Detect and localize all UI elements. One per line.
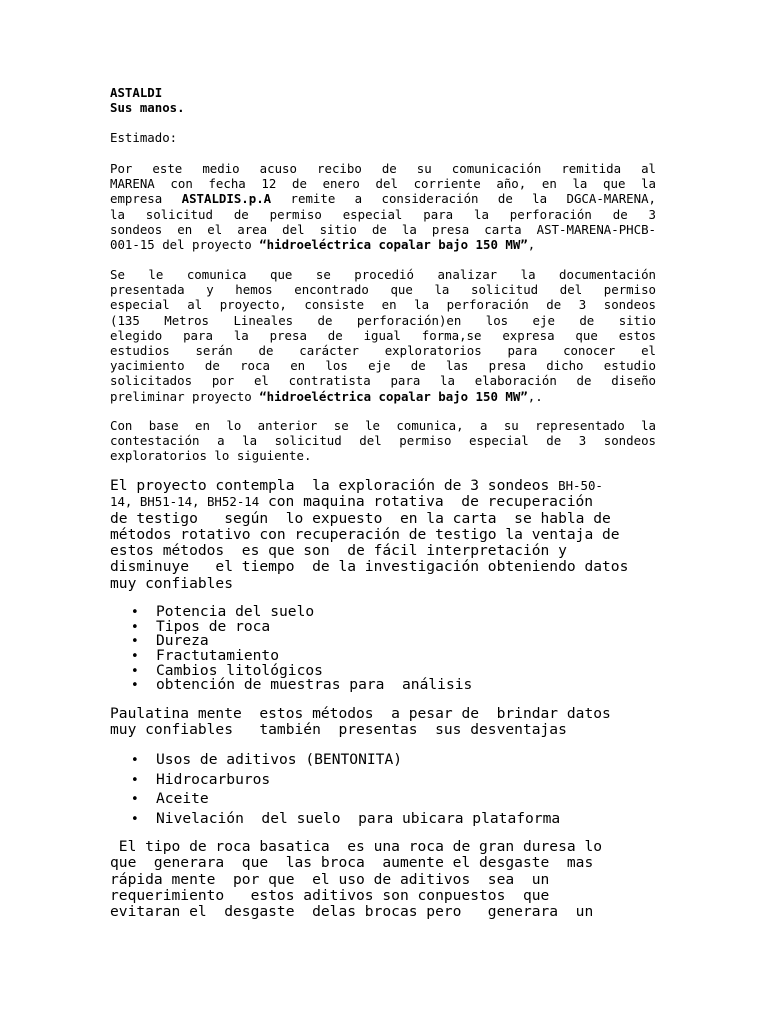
- bullet-icon: •: [131, 663, 139, 679]
- header-subtitle: Sus manos.: [110, 100, 185, 116]
- p6-line: que generara que las broca aumente el desgaste mas: [110, 854, 594, 872]
- p4-text: El proyecto contempla la exploración de 3 sondeos: [110, 477, 559, 494]
- p4-line: disminuye el tiempo de la investigación obteniendo datos: [110, 558, 629, 576]
- p5-line: muy confiables también presentas sus desventajas: [110, 721, 567, 739]
- paragraph-2: [110, 267, 656, 404]
- p4-line: muy confiables: [110, 574, 234, 592]
- advantages-list: [131, 605, 651, 693]
- p4-text: con maquina rotativa de recuperación: [259, 493, 594, 511]
- bullet-icon: •: [131, 678, 139, 694]
- list-item: [131, 750, 651, 770]
- list-item: [131, 770, 651, 790]
- p6-line: El tipo de roca basatica es una roca de gran duresa lo: [110, 838, 603, 855]
- greeting: [110, 130, 656, 145]
- bullet-icon: •: [131, 753, 139, 768]
- p4-line: métodos rotativo con recuperación de testigo la ventaja de: [110, 525, 620, 543]
- greeting-text: Estimado:: [110, 130, 178, 145]
- paragraph-4: [110, 478, 656, 592]
- project-name-bold: “hidroeléctrica copalar bajo 150 MW”: [259, 236, 528, 252]
- p1-line: [110, 191, 656, 206]
- company-bold: ASTALDIS.p.A: [181, 191, 272, 207]
- list-item-text: obtención de muestras para análisis: [156, 676, 473, 694]
- company-name: ASTALDI: [110, 85, 163, 100]
- p2-line: yacimiento de roca en los eje de las presa dicho estudio: [110, 358, 656, 374]
- p6-line: requerimiento estos aditivos son conpuestos que: [110, 886, 550, 904]
- list-item: [131, 617, 651, 635]
- p6-line: rápida mente por que el uso de aditivos sea un: [110, 870, 550, 888]
- p4-line: [110, 494, 656, 510]
- borehole-code: BH-50-: [558, 478, 603, 493]
- p1-text: 001-15 del proyecto: [110, 236, 260, 252]
- disadvantages-list: [131, 750, 651, 828]
- p1-text: ,: [527, 236, 536, 252]
- letter-header: [110, 85, 656, 115]
- bullet-icon: •: [131, 634, 139, 650]
- bullet-icon: •: [131, 619, 139, 635]
- list-item: [131, 809, 651, 829]
- list-item-text: Aceite: [156, 790, 209, 807]
- list-item-text: Tipos de roca: [156, 617, 271, 635]
- p2-line: solicitados por el contratista para la elaboración de diseño: [110, 373, 656, 389]
- paragraph-6: [110, 839, 656, 920]
- p3-line: exploratorios lo siguiente.: [110, 448, 312, 464]
- p1-line: [110, 237, 656, 252]
- paragraph-5: [110, 706, 656, 739]
- bullet-icon: •: [131, 772, 139, 788]
- p6-line: evitaran el desgaste delas brocas pero generara un: [110, 903, 594, 921]
- list-item: [131, 789, 651, 809]
- p2-line: presentada y hemos encontrado que la solicitud del permiso: [110, 282, 656, 298]
- bullet-icon: •: [131, 649, 139, 665]
- p2-line: especial al proyecto, consiste en la perforación de 3 sondeos: [110, 297, 656, 313]
- p2-line: Se le comunica que se procedió analizar la documentación: [110, 267, 656, 282]
- p2-text: ,.: [527, 388, 543, 404]
- p4-line: de testigo según lo expuesto en la carta se habla de: [110, 509, 611, 527]
- paragraph-3: [110, 418, 656, 464]
- p4-line: [110, 478, 656, 494]
- p2-line: elegido para la presa de igual forma,se expresa que estos: [110, 327, 656, 343]
- list-item-text: Dureza: [156, 632, 209, 650]
- list-item-text: Cambios litológicos: [156, 661, 323, 679]
- p3-line: contestación a la solicitud del permiso especial de 3 sondeos: [110, 433, 656, 449]
- list-item: [131, 678, 651, 693]
- p4-line: estos métodos es que son de fácil interpretación y: [110, 542, 567, 560]
- p1-line: MARENA con fecha 12 de enero del corriente año, en la que la: [110, 176, 656, 192]
- paragraph-1: [110, 161, 656, 252]
- p5-line: Paulatina mente estos métodos a pesar de brindar datos: [110, 705, 611, 722]
- p3-line: Con base en lo anterior se le comunica, a su representado la: [110, 418, 656, 433]
- p1-line: sondeos en el area del sitio de la presa carta AST-MARENA-PHCB-: [110, 221, 656, 237]
- bullet-icon: •: [131, 811, 139, 827]
- p2-text: preliminar proyecto: [110, 388, 260, 404]
- bullet-icon: •: [131, 605, 139, 620]
- p1-text: empresa: [110, 191, 182, 207]
- p2-line: estudios serán de carácter exploratorios para conocer el: [110, 342, 656, 358]
- list-item-text: Potencia del suelo: [156, 603, 315, 620]
- p1-line: la solicitud de permiso especial para la perforación de 3: [110, 206, 656, 222]
- p2-line: [110, 389, 656, 404]
- p1-line: Por este medio acuso recibo de su comunicación remitida al: [110, 161, 656, 176]
- list-item-text: Usos de aditivos (BENTONITA): [156, 751, 403, 768]
- list-item-text: Fractutamiento: [156, 647, 280, 665]
- list-item-text: Hidrocarburos: [156, 770, 271, 788]
- p1-text: remite a consideración de la DGCA-MARENA,: [271, 191, 656, 207]
- list-item-text: Nivelación del suelo para ubicara plataforma: [156, 809, 561, 827]
- project-name-bold: “hidroeléctrica copalar bajo 150 MW”: [259, 388, 528, 404]
- borehole-codes: 14, BH51-14, BH52-14: [110, 494, 260, 510]
- bullet-icon: •: [131, 792, 139, 807]
- p2-line: (135 Metros Lineales de perforación)en los eje de sitio: [110, 312, 656, 328]
